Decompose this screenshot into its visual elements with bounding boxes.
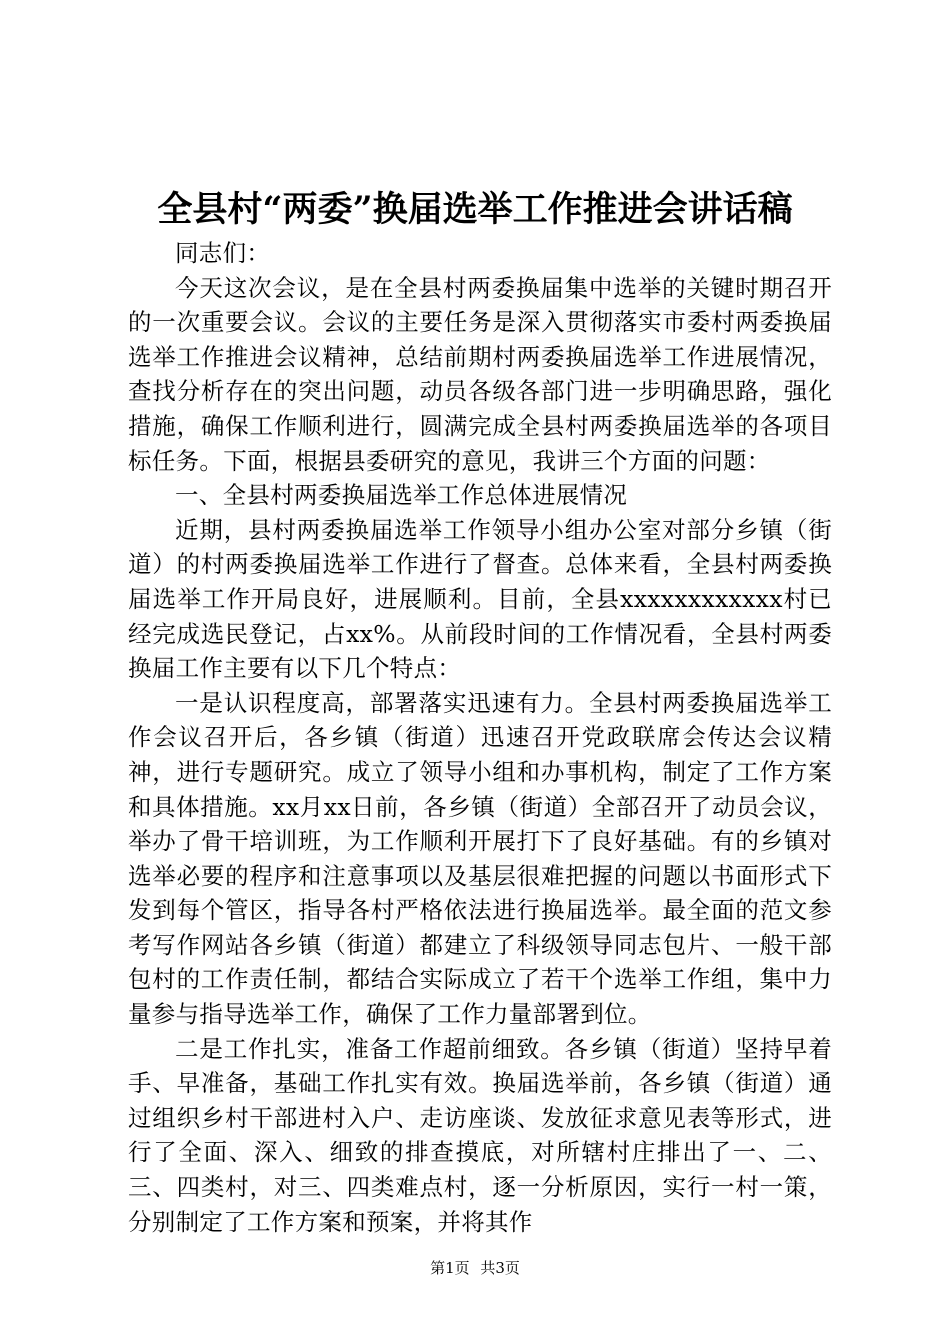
document-title: 全县村“两委”换届选举工作推进会讲话稿 xyxy=(157,189,793,230)
section-heading-1: 一、全县村两委换届选举工作总体进展情况 xyxy=(175,481,628,510)
paragraph-point-2: 二是工作扎实，准备工作超前细致。各乡镇（街道）坚持早着手、早准备，基础工作扎实有效。换届选举前，各乡镇（街道）通过组织乡村干部进村入户、走访座谈、发放征求意见表等形式，进行了全面、深入、细致的排查摸底，对所辖村庄排出了一、二、三、四类村，对三、四类难点村，逐一分析原因，实行一村一策，分别制定了工作方案和预案，并将其作 xyxy=(128,1034,832,1236)
document-body xyxy=(128,236,832,1239)
paragraph-point-1: 一是认识程度高，部署落实迅速有力。全县村两委换届选举工作会议召开后，各乡镇（街道）迅速召开党政联席会传达会议精神，进行专题研究。成立了领导小组和办事机构，制定了工作方案和具体措施。xx月xx日前，各乡镇（街道）全部召开了动员会议，举办了骨干培训班，为工作顺利开展打下了良好基础。有的乡镇对选举必要的程序和注意事项以及基层很难把握的问题以书面形式下发到每个管区，指导各村严格依法进行换届选举。最全面的范文参考写作网站各乡镇（街道）都建立了科级领导同志包片、一般干部包村的工作责任制，都结合实际成立了若干个选举工作组，集中力量参与指导选举工作，确保了工作力量部署到位。 xyxy=(128,688,832,1029)
page-number: 第1页 xyxy=(430,1259,470,1277)
page-footer xyxy=(0,1258,950,1278)
paragraph-progress: 近期，县村两委换届选举工作领导小组办公室对部分乡镇（街道）的村两委换届选举工作进行了督查。总体来看，全县村两委换届选举工作开局良好，进展顺利。目前，全县xxxxxxxxxxxx村已经完成选民登记，占xx%。从前段时间的工作情况看，全县村两委换届工作主要有以下几个特点： xyxy=(128,515,832,683)
paragraph-intro: 今天这次会议，是在全县村两委换届集中选举的关键时期召开的一次重要会议。会议的主要任务是深入贯彻落实市委村两委换届选举工作推进会议精神，总结前期村两委换届选举工作进展情况，查找分析存在的突出问题，动员各级各部门进一步明确思路，强化措施，确保工作顺利进行，圆满完成全县村两委换届选举的各项目标任务。下面，根据县委研究的意见，我讲三个方面的问题： xyxy=(128,273,832,475)
page-total: 共3页 xyxy=(480,1259,520,1277)
salutation: 同志们： xyxy=(175,239,271,267)
